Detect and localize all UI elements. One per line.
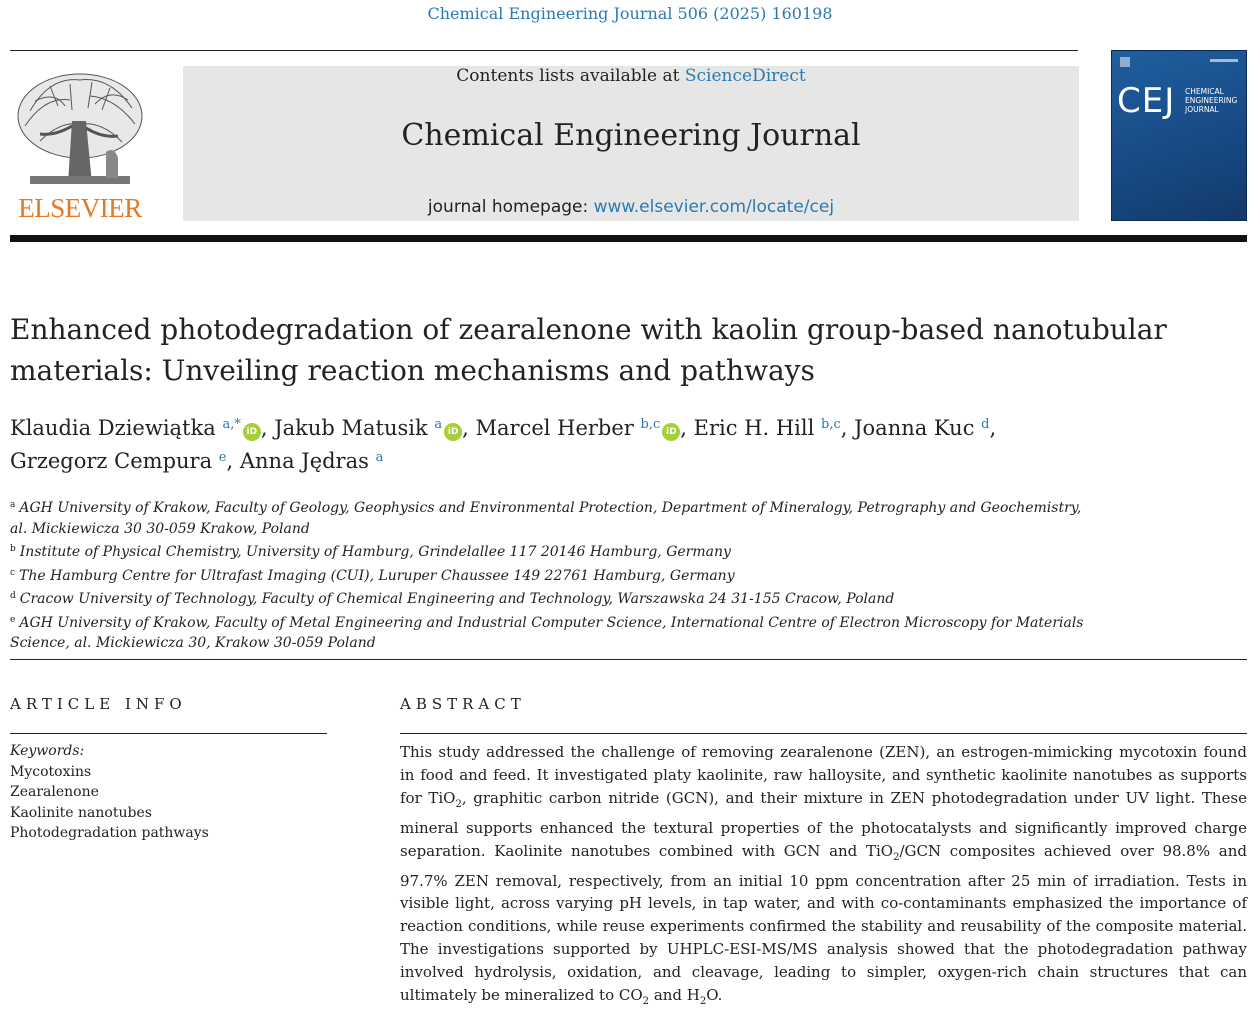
affiliation-label: e bbox=[10, 614, 16, 625]
header-rule bbox=[10, 50, 1078, 51]
abstract-segment: This study addressed the challenge of removing zearalenone (ZEN), an estrogen-mimicking mycotoxin found in food and feed. It investigated platy kaolinite, raw halloysite, and synthetic kaolinite nanotubes as supports for TiO bbox=[400, 743, 1247, 807]
author-separator: , bbox=[462, 416, 476, 440]
header-thick-rule bbox=[10, 235, 1247, 242]
cover-logo: CEJ bbox=[1117, 81, 1176, 121]
orcid-icon[interactable]: iD bbox=[444, 423, 462, 441]
author-separator: , bbox=[989, 416, 997, 440]
orcid-icon[interactable]: iD bbox=[662, 423, 680, 441]
author-name[interactable]: Grzegorz Cempura bbox=[10, 449, 213, 473]
keywords-block bbox=[10, 741, 327, 844]
affiliation-text: AGH University of Krakow, Faculty of Geology, Geophysics and Environmental Protection, Department of Mineralogy, Petrography and Geochemistry, al. Mickiewicza 30 30-059 Krakow, Poland bbox=[10, 500, 1082, 537]
author-affiliation-marker[interactable]: a bbox=[375, 450, 384, 465]
contents-prefix: Contents lists available at bbox=[456, 66, 685, 86]
elsevier-logo[interactable] bbox=[10, 66, 150, 224]
abstract-segment: , graphitic carbon nitride (GCN), and their mixture in ZEN photodegradation under UV light. These mineral supports enhanced the textural properties of the photocatalysts and significantly improved charge separation. Kaolinite nanotubes combined with GCN and TiO bbox=[400, 788, 1247, 860]
journal-citation[interactable]: Chemical Engineering Journal 506 (2025) 160198 bbox=[427, 4, 833, 23]
author-name[interactable]: Marcel Herber bbox=[475, 416, 634, 440]
affiliation-label: b bbox=[10, 544, 16, 554]
affiliation-text: The Hamburg Centre for Ultrafast Imaging (CUI), Luruper Chaussee 149 22761 Hamburg, Germany bbox=[19, 567, 735, 584]
journal-cover[interactable] bbox=[1111, 50, 1247, 221]
subscript: 2 bbox=[699, 996, 707, 1008]
abstract-segment: and H bbox=[649, 986, 700, 1005]
author-separator: , bbox=[840, 416, 855, 440]
author-name[interactable]: Klaudia Dziewiątka bbox=[10, 416, 216, 440]
subscript: 2 bbox=[642, 996, 650, 1008]
abstract-text bbox=[400, 741, 1247, 1014]
author-separator: , bbox=[226, 449, 240, 473]
cover-title: CHEMICAL ENGINEERING JOURNAL bbox=[1185, 87, 1238, 114]
author-name[interactable]: Anna Jędras bbox=[239, 449, 369, 473]
author-affiliation-marker[interactable]: b,c bbox=[821, 417, 841, 432]
elsevier-tree-icon bbox=[10, 66, 150, 190]
affiliation-label: c bbox=[10, 567, 16, 578]
article-info-rule bbox=[10, 733, 327, 734]
author-affiliation-marker[interactable]: d bbox=[981, 417, 990, 432]
author-affiliation-marker[interactable]: b,c bbox=[640, 417, 661, 432]
author-name[interactable]: Eric H. Hill bbox=[693, 416, 815, 440]
abstract-segment: O. bbox=[706, 986, 723, 1005]
affiliation bbox=[10, 610, 1090, 654]
affiliation-list bbox=[10, 495, 1090, 654]
article-title: Enhanced photodegradation of zearalenone with kaolin group-based nanotubular materials: Unveiling reaction mechanisms and pathways bbox=[10, 313, 1167, 387]
affiliation bbox=[10, 495, 1090, 539]
keyword[interactable]: Photodegradation pathways bbox=[10, 825, 209, 841]
publisher-name: ELSEVIER bbox=[18, 193, 142, 223]
section-rule bbox=[10, 659, 1247, 660]
homepage-line bbox=[183, 197, 1079, 217]
author-affiliation-marker[interactable]: a bbox=[434, 417, 443, 432]
affiliation-label: d bbox=[10, 591, 16, 601]
abstract-heading: ABSTRACT bbox=[400, 695, 526, 713]
abstract-rule bbox=[400, 733, 1247, 734]
keyword[interactable]: Zearalenone bbox=[10, 784, 99, 800]
author-separator: , bbox=[260, 416, 275, 440]
affiliation-text: AGH University of Krakow, Faculty of Metal Engineering and Industrial Computer Science, International Centre of Electron Microscopy for Materials Science, al. Mickiewicza 30, Krakow 30-059 Poland bbox=[10, 614, 1084, 651]
keywords-label: Keywords: bbox=[10, 743, 85, 759]
orcid-icon[interactable]: iD bbox=[243, 423, 261, 441]
author-affiliation-marker[interactable]: a,* bbox=[222, 417, 241, 432]
journal-masthead bbox=[183, 66, 1079, 221]
affiliation bbox=[10, 563, 1090, 587]
abstract-segment: /GCN composites achieved over 98.8% and 97.7% ZEN removal, respectively, from an initial 10 ppm concentration after 25 min of irradiation. Tests in visible light, across varying pH levels, in tap water, and with co-contaminants emphasized the importance of reaction conditions, while reuse experiments confirmed the stability and reusability of the composite material. The investigations supported by UHPLC-ESI-MS/MS analysis showed that the photodegradation pathway involved hydrolysis, oxidation, and cleavage, leading to simpler, oxygen-rich chain structures that can ultimately be mineralized to CO bbox=[400, 841, 1248, 1005]
author-name[interactable]: Joanna Kuc bbox=[854, 416, 975, 440]
author-list bbox=[10, 410, 1250, 476]
journal-name: Chemical Engineering Journal bbox=[401, 118, 861, 153]
affiliation-label: a bbox=[10, 500, 16, 510]
cover-masthead-icon bbox=[1120, 55, 1240, 69]
article-info-heading: ARTICLE INFO bbox=[10, 695, 187, 713]
sciencedirect-link[interactable]: ScienceDirect bbox=[684, 66, 806, 86]
affiliation bbox=[10, 586, 1090, 610]
author-name[interactable]: Jakub Matusik bbox=[274, 416, 428, 440]
keyword[interactable]: Mycotoxins bbox=[10, 763, 92, 780]
keyword[interactable]: Kaolinite nanotubes bbox=[10, 804, 152, 821]
homepage-link[interactable]: www.elsevier.com/locate/cej bbox=[593, 197, 835, 217]
affiliation-text: Cracow University of Technology, Faculty of Chemical Engineering and Technology, Warszawska 24 31-155 Cracow, Poland bbox=[19, 591, 895, 607]
author-separator: , bbox=[680, 416, 694, 440]
homepage-prefix: journal homepage: bbox=[427, 197, 594, 217]
subscript: 2 bbox=[455, 798, 462, 810]
subscript: 2 bbox=[893, 851, 900, 863]
contents-line bbox=[183, 66, 1079, 86]
author-affiliation-marker[interactable]: e bbox=[218, 450, 227, 465]
affiliation-text: Institute of Physical Chemistry, University of Hamburg, Grindelallee 117 20146 Hamburg, Germany bbox=[19, 544, 731, 560]
affiliation bbox=[10, 539, 1090, 563]
